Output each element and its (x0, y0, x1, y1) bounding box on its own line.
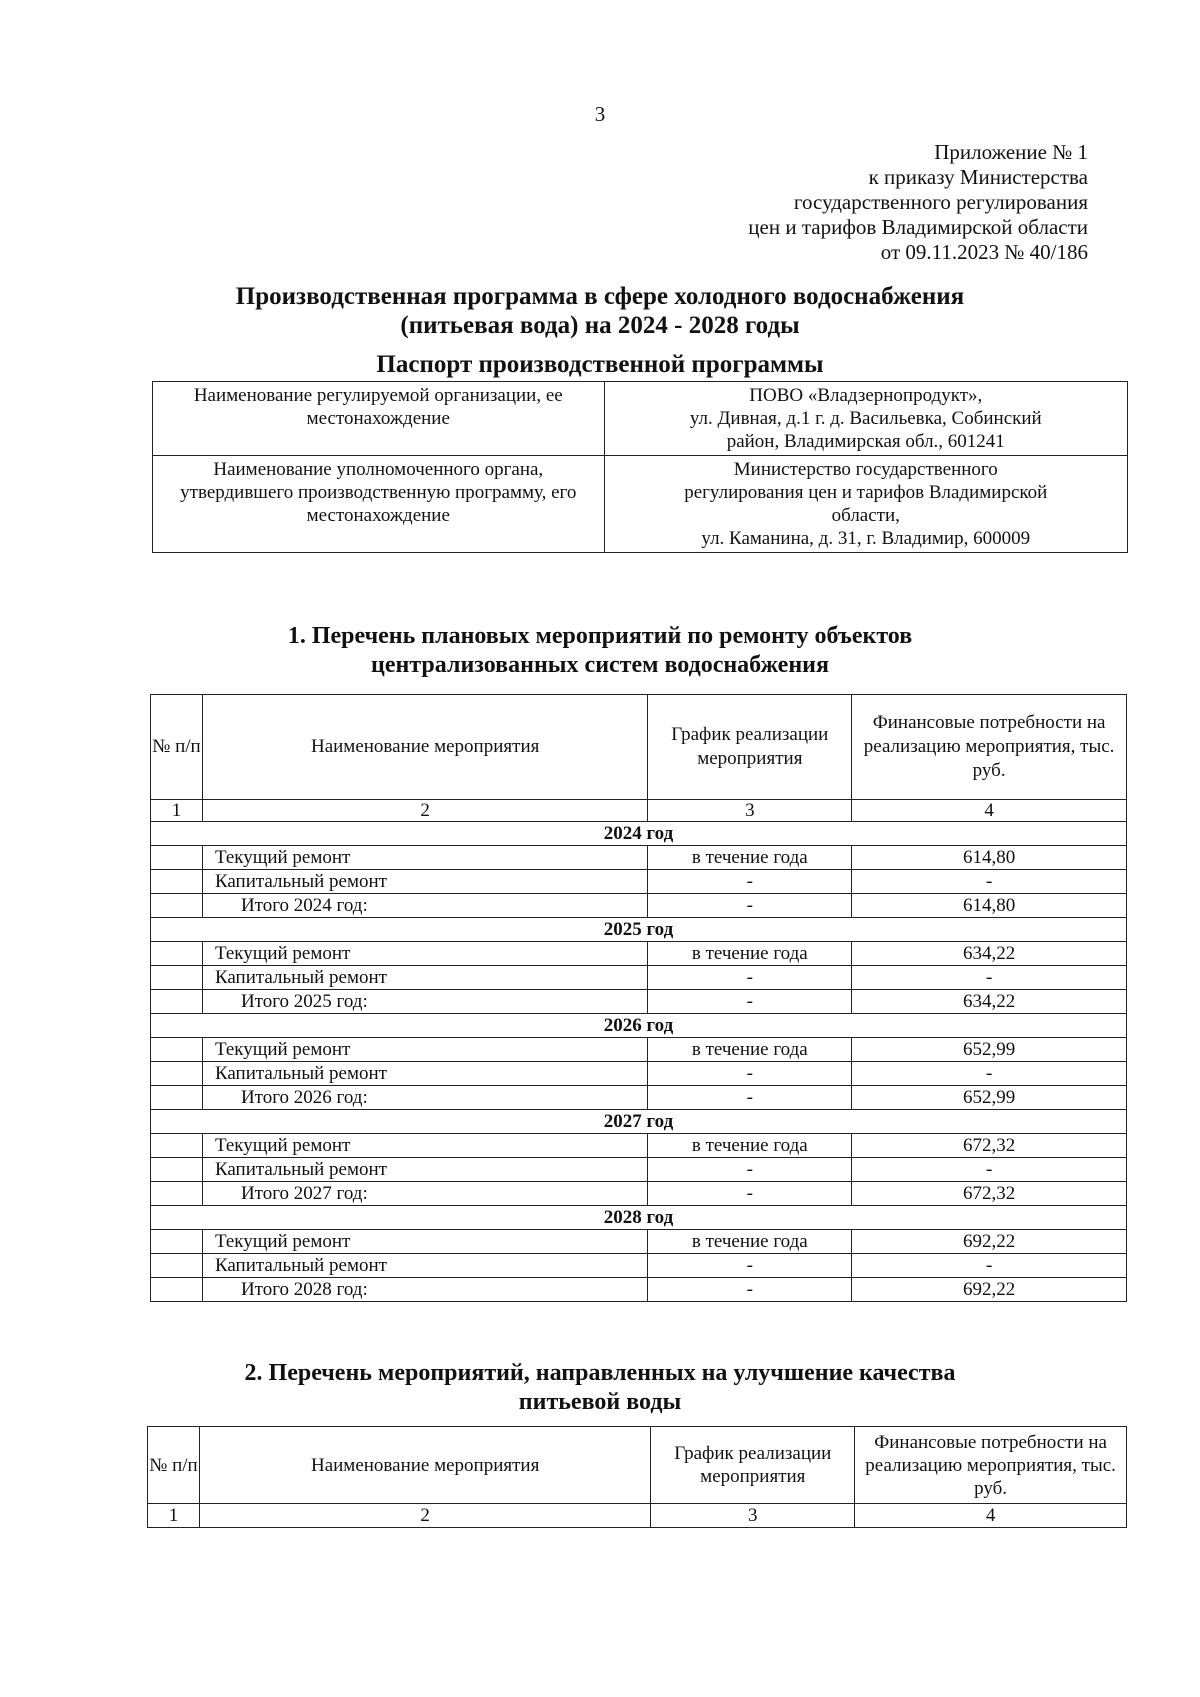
section-title-line: 1. Перечень плановых мероприятий по ремонту объектов (287, 623, 913, 649)
passport-title: Паспорт производственной программы (376, 351, 824, 378)
year-row (151, 1014, 1127, 1038)
title-line: (питьевая вода) на 2024 - 2028 годы (400, 312, 800, 339)
table-row (151, 942, 1127, 966)
quality-measures-table (147, 1426, 1127, 1528)
repair-plan-table (150, 694, 1127, 1302)
cell-schedule: в течение года (648, 1230, 852, 1254)
repair-plan-body (151, 822, 1127, 1302)
cell-schedule: - (648, 1182, 852, 1206)
passport-table (152, 381, 1128, 553)
cell-schedule: - (648, 1278, 852, 1302)
column-index: 3 (648, 800, 852, 822)
column-index-row (151, 800, 1127, 822)
year-label: 2028 год (151, 1206, 1127, 1230)
cell-name: Итого 2025 год: (202, 990, 647, 1014)
cell-schedule: - (648, 894, 852, 918)
passport-row (153, 456, 1128, 553)
cell-name: Капитальный ремонт (202, 1158, 647, 1182)
appendix-line: цен и тарифов Владимирской области (748, 215, 1088, 239)
header-name: Наименование мероприятия (199, 1427, 650, 1504)
table-header-row (148, 1427, 1127, 1504)
cell-number (151, 846, 203, 870)
appendix-line: к приказу Министерства (868, 165, 1088, 189)
cell-schedule: - (648, 1158, 852, 1182)
passport-label: Наименование уполномоченного органа, утвердившего производственную программу, его местонахождение (153, 456, 605, 553)
header-cost: Финансовые потребности на реализацию мероприятия, тыс. руб. (855, 1427, 1127, 1504)
cell-number (151, 870, 203, 894)
header-cost: Финансовые потребности на реализацию мероприятия, тыс. руб. (852, 695, 1127, 800)
column-index-row (148, 1504, 1127, 1528)
cell-name: Итого 2024 год: (202, 894, 647, 918)
year-label: 2024 год (151, 822, 1127, 846)
year-label: 2026 год (151, 1014, 1127, 1038)
cell-name: Капитальный ремонт (202, 1254, 647, 1278)
table-row (151, 966, 1127, 990)
passport-value-line: Министерство государственного (733, 459, 998, 480)
cell-number (151, 894, 203, 918)
passport-value (604, 382, 1127, 456)
cell-schedule: в течение года (648, 1038, 852, 1062)
cell-cost: - (852, 1158, 1127, 1182)
cell-name: Текущий ремонт (202, 942, 647, 966)
appendix-line: от 09.11.2023 № 40/186 (880, 240, 1088, 264)
cell-number (151, 1086, 203, 1110)
passport-label: Наименование регулируемой организации, ее местонахождение (153, 382, 605, 456)
table-row (151, 1038, 1127, 1062)
cell-cost: 692,22 (852, 1230, 1127, 1254)
cell-schedule: - (648, 990, 852, 1014)
cell-cost: - (852, 870, 1127, 894)
cell-number (151, 1254, 203, 1278)
cell-schedule: - (648, 966, 852, 990)
cell-schedule: в течение года (648, 846, 852, 870)
cell-number (151, 990, 203, 1014)
cell-schedule: - (648, 870, 852, 894)
cell-cost: - (852, 1254, 1127, 1278)
appendix-line: государственного регулирования (793, 190, 1088, 214)
page-number: 3 (594, 102, 606, 126)
table-row (151, 990, 1127, 1014)
cell-cost: 634,22 (852, 942, 1127, 966)
cell-cost: 634,22 (852, 990, 1127, 1014)
cell-cost: 614,80 (852, 846, 1127, 870)
cell-schedule: - (648, 1062, 852, 1086)
cell-name: Текущий ремонт (202, 1134, 647, 1158)
table-row (151, 1230, 1127, 1254)
header-schedule: График реализации мероприятия (648, 695, 852, 800)
cell-number (151, 1062, 203, 1086)
cell-cost: - (852, 1062, 1127, 1086)
cell-number (151, 1038, 203, 1062)
table-row (151, 1182, 1127, 1206)
year-label: 2025 год (151, 918, 1127, 942)
cell-cost: 614,80 (852, 894, 1127, 918)
cell-schedule: - (648, 1254, 852, 1278)
year-label: 2027 год (151, 1110, 1127, 1134)
cell-number (151, 966, 203, 990)
header-schedule: График реализации мероприятия (651, 1427, 855, 1504)
column-index: 3 (651, 1504, 855, 1528)
cell-cost: 652,99 (852, 1038, 1127, 1062)
cell-number (151, 1158, 203, 1182)
cell-name: Капитальный ремонт (202, 1062, 647, 1086)
column-index: 2 (199, 1504, 650, 1528)
table-row (151, 1254, 1127, 1278)
cell-cost: 692,22 (852, 1278, 1127, 1302)
column-index: 1 (151, 800, 203, 822)
passport-value-line: ул. Каманина, д. 31, г. Владимир, 600009 (701, 528, 1031, 549)
cell-cost: 652,99 (852, 1086, 1127, 1110)
cell-number (151, 1230, 203, 1254)
section-title-line: питьевой воды (518, 1389, 682, 1415)
appendix-block (748, 140, 1088, 265)
passport-value-line: район, Владимирская обл., 601241 (726, 431, 1005, 452)
year-row (151, 822, 1127, 846)
cell-name: Текущий ремонт (202, 846, 647, 870)
cell-schedule: в течение года (648, 942, 852, 966)
year-row (151, 918, 1127, 942)
table-row (151, 894, 1127, 918)
table-header-row (151, 695, 1127, 800)
header-number: № п/п (151, 695, 203, 800)
table-row (151, 1158, 1127, 1182)
cell-number (151, 1182, 203, 1206)
cell-schedule: в течение года (648, 1134, 852, 1158)
section2-title (0, 1359, 1200, 1417)
section-title-line: 2. Перечень мероприятий, направленных на улучшение качества (244, 1360, 956, 1386)
header-number: № п/п (148, 1427, 200, 1504)
cell-cost: 672,32 (852, 1182, 1127, 1206)
passport-value-line: регулирования цен и тарифов Владимирской (684, 482, 1048, 503)
column-index: 2 (202, 800, 647, 822)
column-index: 4 (855, 1504, 1127, 1528)
cell-name: Итого 2028 год: (202, 1278, 647, 1302)
title-line: Производственная программа в сфере холодного водоснабжения (235, 283, 965, 310)
table-row (151, 870, 1127, 894)
column-index: 4 (852, 800, 1127, 822)
passport-row (153, 382, 1128, 456)
passport-value-line: ПОВО «Владзернопродукт», (749, 385, 983, 406)
column-index: 1 (148, 1504, 200, 1528)
year-row (151, 1206, 1127, 1230)
year-row (151, 1110, 1127, 1134)
cell-name: Итого 2027 год: (202, 1182, 647, 1206)
document-title (0, 282, 1200, 340)
table-row (151, 1134, 1127, 1158)
table-row (151, 846, 1127, 870)
cell-cost: 672,32 (852, 1134, 1127, 1158)
section-title-line: централизованных систем водоснабжения (371, 652, 829, 678)
cell-schedule: - (648, 1086, 852, 1110)
header-name: Наименование мероприятия (202, 695, 647, 800)
appendix-line: Приложение № 1 (934, 140, 1088, 164)
cell-name: Капитальный ремонт (202, 966, 647, 990)
cell-cost: - (852, 966, 1127, 990)
passport-value-line: области, (831, 505, 900, 526)
cell-number (151, 942, 203, 966)
section1-title (0, 622, 1200, 680)
table-row (151, 1278, 1127, 1302)
cell-name: Капитальный ремонт (202, 870, 647, 894)
cell-name: Итого 2026 год: (202, 1086, 647, 1110)
passport-value-line: ул. Дивная, д.1 г. д. Васильевка, Собинский (689, 408, 1042, 429)
table-row (151, 1086, 1127, 1110)
cell-number (151, 1134, 203, 1158)
cell-number (151, 1278, 203, 1302)
cell-name: Текущий ремонт (202, 1230, 647, 1254)
table-row (151, 1062, 1127, 1086)
cell-name: Текущий ремонт (202, 1038, 647, 1062)
passport-value (604, 456, 1127, 553)
